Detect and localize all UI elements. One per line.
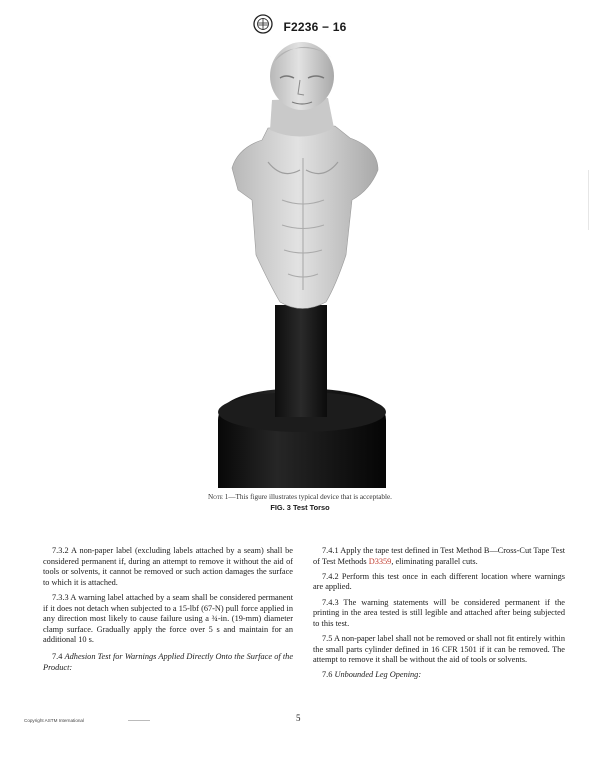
figure-caption: FIG. 3 Test Torso — [270, 503, 330, 512]
page-number: 5 — [296, 713, 301, 723]
section-7-4-1 — [313, 546, 565, 567]
right-column — [313, 546, 565, 686]
section-7-4-title: Adhesion Test for Warnings Applied Directly Onto the Surface of the Product: — [43, 651, 294, 672]
section-7-4-number: 7.4 — [52, 651, 65, 661]
copyright-notice: Copyright ASTM International — [24, 718, 85, 723]
figure-note-prefix: Note 1 — [208, 493, 229, 501]
section-7-3-3: 7.3.3 A warning label attached by a seam shall be considered permanent if it does not detach when subjected to a 15-lbf (67-N) pull force applied in any direction most likely to cause failure using a ¾-in. (19-mm) diameter clamp surface. Gradually apply the force over 5 s and maintain for an additional 10 s. — [43, 592, 293, 645]
page-header — [0, 14, 600, 39]
section-7-4-2: 7.4.2 Perform this test once in each different location where warnings are applied. — [313, 571, 565, 592]
standard-designation: F2236 − 16 — [283, 19, 347, 34]
section-7-6-title: Unbounded Leg Opening: — [334, 670, 422, 680]
section-7-6-number: 7.6 — [322, 670, 335, 680]
astm-logo-icon — [253, 14, 273, 39]
section-7-6 — [313, 670, 565, 681]
section-7-4-1-text-a: 7.4.1 Apply the tape test defined in Test Method B—Cross-Cut Tape Test of Test Methods — [313, 546, 565, 566]
section-7-4-3: 7.4.3 The warning statements will be considered permanent if the printing in the area tested is still legible and attached after being subjected to this test. — [313, 597, 565, 628]
scan-artifact — [588, 170, 589, 230]
section-7-4 — [43, 652, 293, 673]
figure-note-text: —This figure illustrates typical device that is acceptable. — [228, 493, 392, 501]
astm-d3359-link[interactable]: D3359 — [368, 556, 392, 566]
section-7-3-2: 7.3.2 A non-paper label (excluding labels attached by a seam) shall be considered permanent if, during an attempt to remove it without the aid of tools or solvents, it cannot be removed or such action damages the surface to which it is attached. — [43, 546, 293, 587]
section-7-5: 7.5 A non-paper label shall not be removed or shall not fit entirely within the small parts cylinder defined in 16 CFR 1501 if it can be removed. The attempt to remove it shall be without the aid of tools or solvents. — [313, 633, 565, 665]
footer-rule — [128, 720, 150, 721]
test-torso-figure — [210, 40, 395, 490]
section-7-4-1-text-b: , eliminating parallel cuts. — [391, 556, 478, 566]
figure-note — [0, 493, 600, 501]
left-column — [43, 546, 293, 678]
